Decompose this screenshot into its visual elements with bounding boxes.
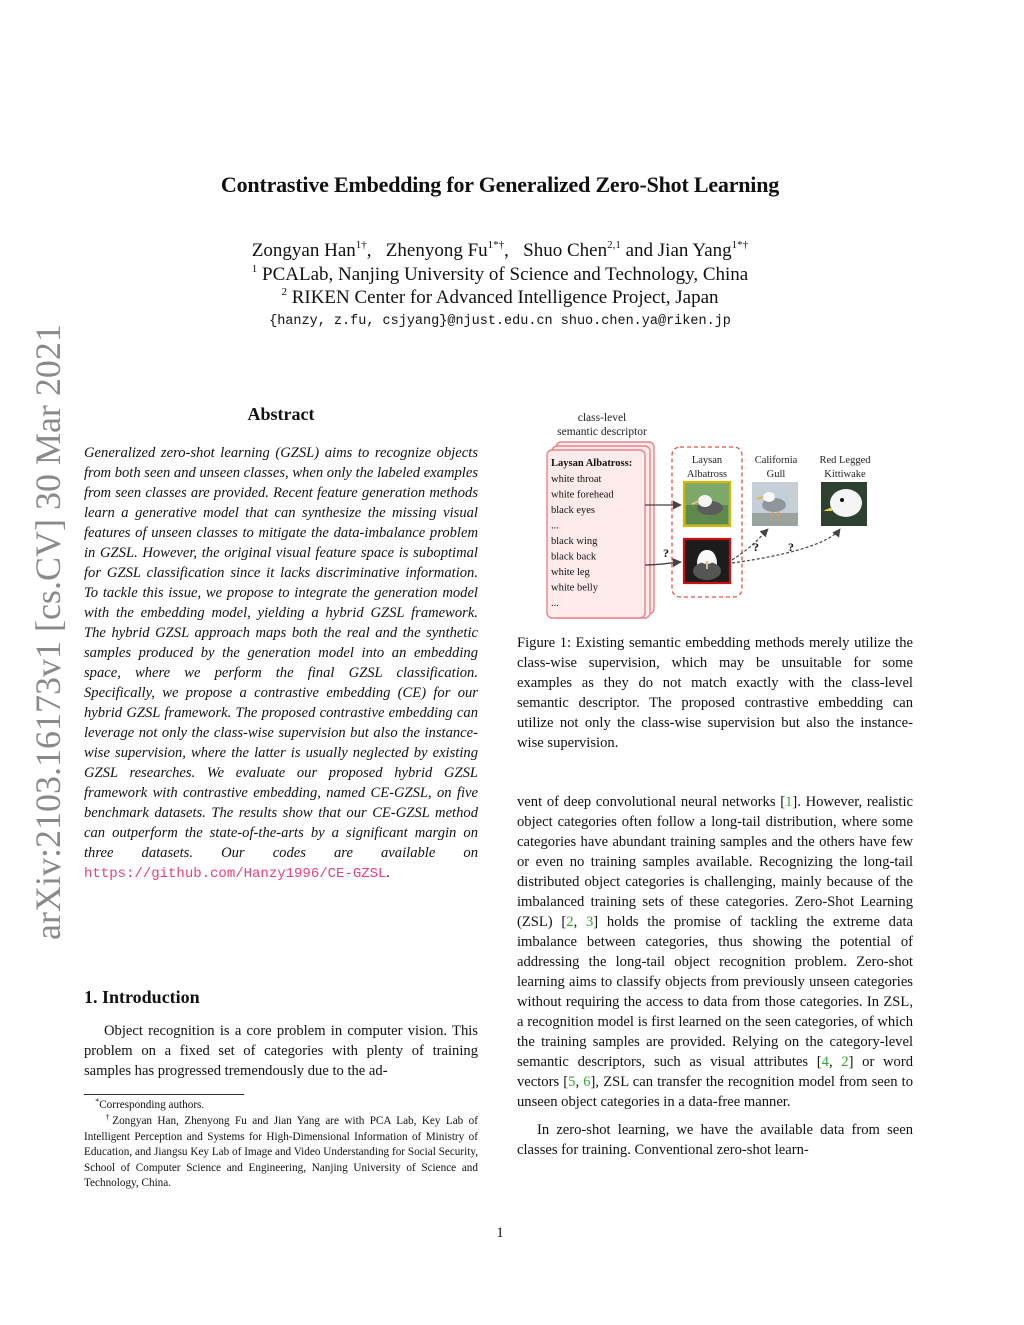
attribute-item: white forehead [551,489,614,501]
attribute-item: black eyes [551,505,596,516]
author-list: Zongyan Han$^{1\dagger}$, Zhenyong $Fu^{1*\dagger}$, Shuo Chen$^{2,1}$ and Jian Yang$^{1*\dagger}$ [251,239,749,261]
affiliation [0,287,1000,309]
page-number: 1 [496,1225,504,1241]
code-link[interactable]: https://github.com/Hanzy1996/CE-GZSL [84,866,387,882]
abstract-text: Generalized zero-shot learning (GZSL) aims to recognize objects from both seen and unseen classes, when only the labeled examples from seen classes are provided. Recent feature generation methods learn a generative model that can synthesize the missing visual features of unseen classes to mitigate the data-imbalance problem in GZSL. However, the original visual feature space is suboptimal for GZSL classification since it lacks discriminative information. To tackle this issue, we propose to integrate the generation model with the embedding model, yielding a hybrid GZSL framework. The hybrid GZSL approach maps both the real and the synthetic samples produced by the generation model into an embedding space, where we perform the final GZSL classification. Specifically, we propose a contrastive embedding (CE) for our hybrid GZSL framework. The proposed contrastive embedding can leverage not only the class-wise supervision but also the instance-wise supervision, where the latter is usually neglected by existing GZSL researches. We evaluate our proposed hybrid GZSL framework with contrastive embedding, named CE-GZSL, on five benchmark datasets. The results show that our CE-GZSL method can outperform the state-of-the-arts by a significant margin on three datasets. Our codes are available on [84,445,478,861]
question-mark: ? [663,546,669,560]
section-heading: 1. Introduction [84,987,200,1007]
attribute-item: black wing [551,536,598,547]
attribute-item: white throat [551,474,602,485]
arrow-query-to-gull [732,529,768,560]
footnote-rule [84,1094,244,1095]
class-label: Kittiwake [824,469,866,480]
text-run: vent of deep convolutional neural networks [ [517,794,786,810]
intro-paragraph [517,792,913,1112]
question-mark: ? [788,540,794,554]
author-conjunction: and [625,240,654,261]
arxiv-identifier: arXiv:2103.16173v1 [cs.CV] 30 Mar 2021 [28,324,68,940]
affiliation-text: RIKEN Center for Advanced Intelligence Project, Japan [291,287,719,308]
attribute-item: ... [551,520,559,532]
citation-link[interactable]: 5 [568,1074,576,1090]
affiliation-marker: 2 [281,286,287,298]
text-run: ], ZSL can transfer the recognition model from seen to unseen object categories in a data-free manner. [517,1074,914,1110]
footnote-marker: * [95,1097,100,1106]
citation-link[interactable]: 4 [821,1054,829,1070]
author-name: Zhenyong Fu [385,240,488,261]
question-mark: ? [753,540,759,554]
albatross-photo [684,482,730,526]
footnote [84,1098,478,1114]
text-run: ]. However, realistic object categories often follow a long-tail distribution, where some categories have abundant training samples and the others have few or even no training samples available. Recognizing the long-tail distributed object categories is challenging, mainly because of the imbalanced training sets of these categories. Zero-Shot Learning (ZSL) [ [517,794,914,930]
descriptor-label: semantic descriptor [557,426,647,438]
arrow-query-to-kittiwake [732,529,840,563]
abstract-end: . [386,865,391,881]
footnote-text: Corresponding authors. [99,1099,205,1111]
author-name: Jian Yang [657,240,732,261]
text-run: , [573,914,586,930]
citation-link[interactable]: 1 [785,794,793,810]
affiliation-text: PCALab, Nanjing University of Science and Technology, China [262,264,749,285]
citation-link[interactable]: 6 [583,1074,591,1090]
footnote-marker: † [105,1113,113,1122]
author-emails: {hanzy, z.fu, csjyang}@njust.edu.cn shuo.chen.ya@riken.jp [269,314,731,329]
author-name: Shuo Chen [523,240,608,261]
abstract-body [84,443,478,884]
text-run: , [575,1074,584,1090]
class-label: Gull [766,469,786,480]
intro-right-column [517,792,913,1160]
footnote [84,1114,478,1192]
query-photo [684,539,730,583]
class-label: Albatross [686,469,728,480]
attribute-item: ... [551,598,559,609]
intro-paragraph: Object recognition is a core problem in computer vision. This problem on a fixed set of categories with plenty of training samples has progressed tremendously due to the ad- [84,1023,478,1079]
author-name: Zongyan Han [251,240,356,261]
attribute-item: white leg [551,567,590,578]
attribute-item: white belly [551,582,598,594]
figure-1 [540,405,880,620]
author-affil-marker: 1*† [731,239,749,251]
descriptor-label: class-level [577,412,627,424]
kittiwake-photo [821,482,867,526]
class-label: California [754,455,798,466]
attribute-item: black back [551,551,597,563]
affiliation-marker: 1 [251,263,258,275]
figure-caption: Figure 1: Existing semantic embedding methods merely utilize the class-wise supervision, which may be unsuitable for some examples as they do not match exactly with the class-level semantic descriptor. The proposed contrastive embedding can utilize not only the class-wise supervision but also the instance-wise supervision. [517,635,913,751]
citation-link[interactable]: 2 [841,1054,849,1070]
class-label: Laysan [691,455,723,466]
footnote-text: Zongyan Han, Zhenyong Fu and Jian Yang are with PCA Lab, Key Lab of Intelligent Perception and Systems for High-Dimensional Information of Ministry of Education, and Jiangsu Key Lab of Image and Video Understanding for Social Security, School of Computer Science and Engineering, Nanjing University of Science and Technology, China. [84,1115,478,1189]
citation-link[interactable]: 3 [586,914,594,930]
intro-paragraph: In zero-shot learning, we have the available data from seen classes for training. Conventional zero-shot learn- [517,1122,913,1158]
paper-title: Contrastive Embedding for Generalized Zero-Shot Learning [220,172,780,197]
descriptor-card-title: Laysan Albatross: [551,458,633,469]
author-affil-marker: 1† [355,239,367,251]
gull-photo [752,482,798,526]
abstract-heading: Abstract [247,404,315,424]
affiliation [0,264,1000,286]
citation-link[interactable]: 2 [566,914,574,930]
text-run: ] or word vectors [ [517,1054,913,1090]
author-affil-marker: 2,1 [607,239,621,251]
class-label: Red Legged [819,455,871,466]
author-affil-marker: 1*† [487,239,505,251]
text-run: , [828,1054,842,1070]
text-run: ] holds the promise of tackling the extreme data imbalance between categories, thus showing the potential of addressing the long-tail object recognition problem. Zero-shot learning aims to classify objects from previously unseen categories without requiring the access to data from those categories. In ZSL, a recognition model is first learned on the seen categories, of which the training samples are provided. Relying on the category-level semantic descriptors, such as visual attributes [ [517,914,913,1070]
